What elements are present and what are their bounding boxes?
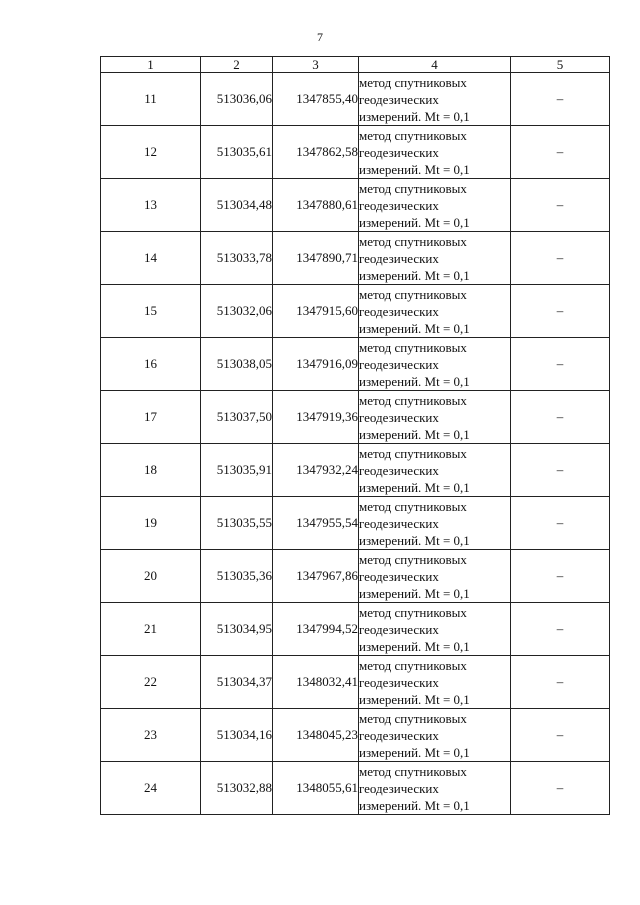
point-number: 21 bbox=[101, 603, 201, 656]
table-row bbox=[101, 603, 610, 656]
table-row bbox=[101, 762, 610, 815]
note-cell: – bbox=[511, 179, 610, 232]
table-row bbox=[101, 73, 610, 126]
method-line-2: геодезических bbox=[359, 568, 439, 584]
note-cell: – bbox=[511, 497, 610, 550]
method-description bbox=[359, 603, 511, 656]
coordinate-y: 1347994,52 bbox=[273, 603, 359, 656]
method-line-1: метод спутниковых bbox=[359, 445, 467, 461]
method-line-3: измерений. Mt = 0,1 bbox=[359, 320, 470, 336]
coordinate-y: 1347955,54 bbox=[273, 497, 359, 550]
table-row bbox=[101, 709, 610, 762]
coordinate-x: 513035,91 bbox=[201, 444, 273, 497]
method-line-3: измерений. Mt = 0,1 bbox=[359, 161, 470, 177]
method-line-2: геодезических bbox=[359, 409, 439, 425]
method-description bbox=[359, 762, 511, 815]
table-row bbox=[101, 179, 610, 232]
point-number: 20 bbox=[101, 550, 201, 603]
method-description bbox=[359, 550, 511, 603]
coordinate-x: 513032,88 bbox=[201, 762, 273, 815]
method-line-3: измерений. Mt = 0,1 bbox=[359, 638, 470, 654]
method-description bbox=[359, 285, 511, 338]
method-description bbox=[359, 126, 511, 179]
coordinate-x: 513034,37 bbox=[201, 656, 273, 709]
coordinate-x: 513032,06 bbox=[201, 285, 273, 338]
method-line-2: геодезических bbox=[359, 356, 439, 372]
coordinate-x: 513035,55 bbox=[201, 497, 273, 550]
method-line-1: метод спутниковых bbox=[359, 339, 467, 355]
note-cell: – bbox=[511, 656, 610, 709]
column-header-4: 4 bbox=[359, 57, 511, 73]
note-cell: – bbox=[511, 603, 610, 656]
coordinate-y: 1347915,60 bbox=[273, 285, 359, 338]
table-row bbox=[101, 444, 610, 497]
method-line-3: измерений. Mt = 0,1 bbox=[359, 373, 470, 389]
note-cell: – bbox=[511, 232, 610, 285]
coordinate-x: 513037,50 bbox=[201, 391, 273, 444]
method-line-2: геодезических bbox=[359, 462, 439, 478]
column-header-5: 5 bbox=[511, 57, 610, 73]
coordinate-y: 1347862,58 bbox=[273, 126, 359, 179]
method-line-2: геодезических bbox=[359, 250, 439, 266]
coordinate-y: 1348032,41 bbox=[273, 656, 359, 709]
note-cell: – bbox=[511, 762, 610, 815]
method-line-1: метод спутниковых bbox=[359, 763, 467, 779]
point-number: 22 bbox=[101, 656, 201, 709]
table-row bbox=[101, 232, 610, 285]
method-line-3: измерений. Mt = 0,1 bbox=[359, 797, 470, 813]
method-line-1: метод спутниковых bbox=[359, 392, 467, 408]
method-line-3: измерений. Mt = 0,1 bbox=[359, 585, 470, 601]
note-cell: – bbox=[511, 550, 610, 603]
note-cell: – bbox=[511, 338, 610, 391]
method-line-1: метод спутниковых bbox=[359, 604, 467, 620]
note-cell: – bbox=[511, 709, 610, 762]
method-line-2: геодезических bbox=[359, 91, 439, 107]
column-header-3: 3 bbox=[273, 57, 359, 73]
coordinate-x: 513033,78 bbox=[201, 232, 273, 285]
note-cell: – bbox=[511, 444, 610, 497]
coordinate-x: 513038,05 bbox=[201, 338, 273, 391]
point-number: 24 bbox=[101, 762, 201, 815]
method-line-2: геодезических bbox=[359, 621, 439, 637]
method-line-3: измерений. Mt = 0,1 bbox=[359, 108, 470, 124]
coordinate-y: 1347855,40 bbox=[273, 73, 359, 126]
method-line-2: геодезических bbox=[359, 197, 439, 213]
coordinate-x: 513035,61 bbox=[201, 126, 273, 179]
method-line-3: измерений. Mt = 0,1 bbox=[359, 426, 470, 442]
method-description bbox=[359, 179, 511, 232]
method-line-2: геодезических bbox=[359, 727, 439, 743]
coordinate-y: 1347890,71 bbox=[273, 232, 359, 285]
method-line-3: измерений. Mt = 0,1 bbox=[359, 532, 470, 548]
coordinate-x: 513035,36 bbox=[201, 550, 273, 603]
table-row bbox=[101, 338, 610, 391]
table-row bbox=[101, 285, 610, 338]
method-line-2: геодезических bbox=[359, 780, 439, 796]
coordinates-table bbox=[100, 56, 610, 815]
table-row bbox=[101, 656, 610, 709]
table-row bbox=[101, 550, 610, 603]
note-cell: – bbox=[511, 391, 610, 444]
note-cell: – bbox=[511, 285, 610, 338]
column-header-2: 2 bbox=[201, 57, 273, 73]
table-body bbox=[101, 73, 610, 815]
coordinate-y: 1347916,09 bbox=[273, 338, 359, 391]
table-row bbox=[101, 126, 610, 179]
method-description bbox=[359, 444, 511, 497]
coordinate-x: 513034,95 bbox=[201, 603, 273, 656]
coordinate-x: 513034,48 bbox=[201, 179, 273, 232]
coordinate-y: 1347967,86 bbox=[273, 550, 359, 603]
point-number: 14 bbox=[101, 232, 201, 285]
method-line-2: геодезических bbox=[359, 144, 439, 160]
point-number: 13 bbox=[101, 179, 201, 232]
coordinate-y: 1347880,61 bbox=[273, 179, 359, 232]
point-number: 18 bbox=[101, 444, 201, 497]
point-number: 15 bbox=[101, 285, 201, 338]
method-line-1: метод спутниковых bbox=[359, 657, 467, 673]
table-header-row bbox=[101, 57, 610, 73]
method-line-3: измерений. Mt = 0,1 bbox=[359, 744, 470, 760]
method-line-2: геодезических bbox=[359, 303, 439, 319]
method-line-1: метод спутниковых bbox=[359, 127, 467, 143]
coordinate-y: 1348045,23 bbox=[273, 709, 359, 762]
coordinate-x: 513036,06 bbox=[201, 73, 273, 126]
method-line-1: метод спутниковых bbox=[359, 551, 467, 567]
point-number: 19 bbox=[101, 497, 201, 550]
point-number: 16 bbox=[101, 338, 201, 391]
method-description bbox=[359, 656, 511, 709]
method-line-2: геодезических bbox=[359, 674, 439, 690]
method-description bbox=[359, 709, 511, 762]
point-number: 23 bbox=[101, 709, 201, 762]
method-line-1: метод спутниковых bbox=[359, 498, 467, 514]
method-line-1: метод спутниковых bbox=[359, 180, 467, 196]
method-line-1: метод спутниковых bbox=[359, 74, 467, 90]
point-number: 17 bbox=[101, 391, 201, 444]
point-number: 12 bbox=[101, 126, 201, 179]
method-line-1: метод спутниковых bbox=[359, 233, 467, 249]
method-description bbox=[359, 338, 511, 391]
coordinate-y: 1348055,61 bbox=[273, 762, 359, 815]
method-line-3: измерений. Mt = 0,1 bbox=[359, 267, 470, 283]
method-description bbox=[359, 497, 511, 550]
note-cell: – bbox=[511, 73, 610, 126]
method-description bbox=[359, 391, 511, 444]
page-number: 7 bbox=[317, 30, 323, 44]
method-line-2: геодезических bbox=[359, 515, 439, 531]
note-cell: – bbox=[511, 126, 610, 179]
coordinate-y: 1347932,24 bbox=[273, 444, 359, 497]
coordinate-y: 1347919,36 bbox=[273, 391, 359, 444]
method-line-3: измерений. Mt = 0,1 bbox=[359, 691, 470, 707]
method-description bbox=[359, 232, 511, 285]
method-line-3: измерений. Mt = 0,1 bbox=[359, 214, 470, 230]
column-header-1: 1 bbox=[101, 57, 201, 73]
method-line-1: метод спутниковых bbox=[359, 710, 467, 726]
table-row bbox=[101, 497, 610, 550]
point-number: 11 bbox=[101, 73, 201, 126]
method-line-1: метод спутниковых bbox=[359, 286, 467, 302]
table-row bbox=[101, 391, 610, 444]
coordinate-x: 513034,16 bbox=[201, 709, 273, 762]
method-line-3: измерений. Mt = 0,1 bbox=[359, 479, 470, 495]
method-description bbox=[359, 73, 511, 126]
